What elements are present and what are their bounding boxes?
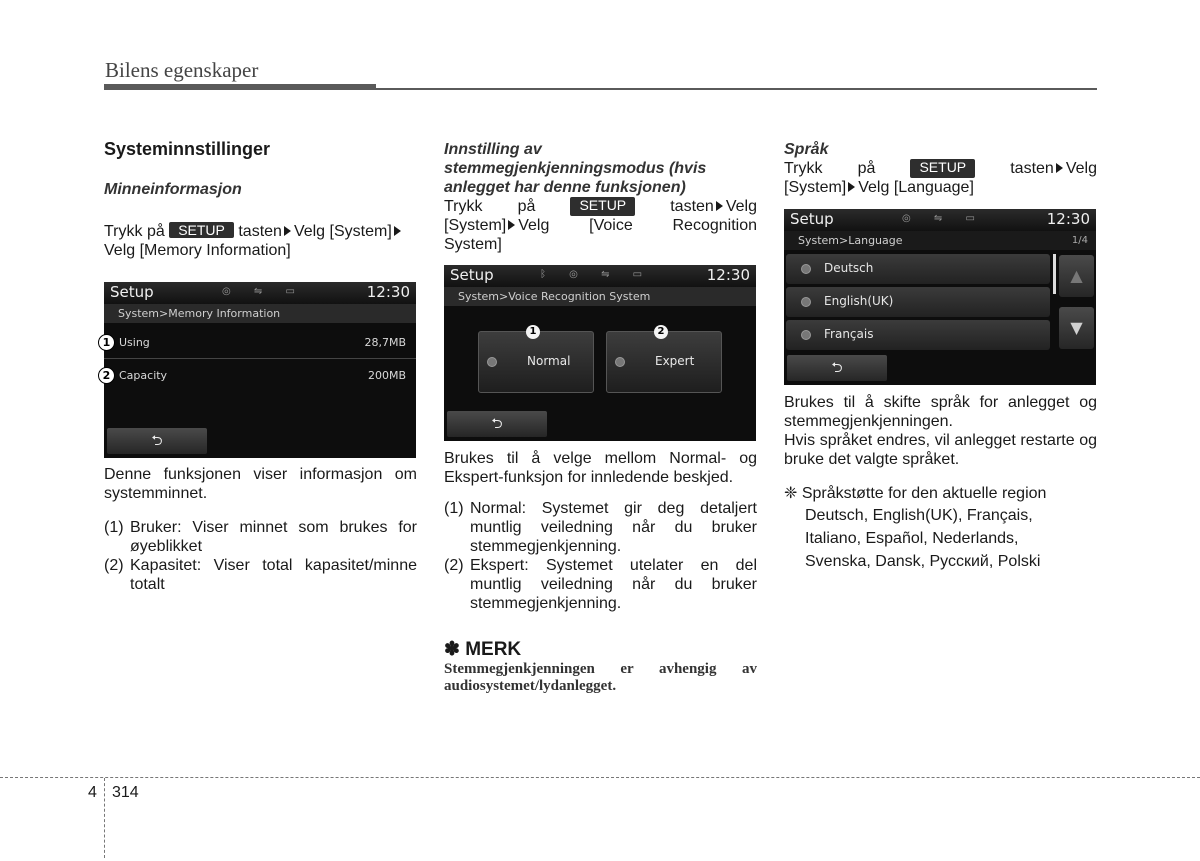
radio-indicator [801, 297, 811, 307]
page-number: 314 [112, 784, 139, 801]
list-item: (1) Normal: Systemet gir deg detaljert muntlig veiledning når du bruker stemmegjenkjenning. [444, 500, 757, 555]
note-text: Stemmegjenkjenningen er avhengig av audiosystemet/lydanlegget. [444, 661, 757, 694]
screen-breadcrumb: System>Voice Recognition System [444, 287, 756, 306]
back-button[interactable]: ⮌ [787, 355, 887, 381]
radio-indicator [487, 357, 497, 367]
footer-vertical-rule [104, 778, 105, 858]
screen-clock: 12:30 [706, 266, 750, 284]
scrollbar-thumb[interactable] [1053, 254, 1056, 294]
radio-indicator [801, 264, 811, 274]
arrow-right-icon [716, 201, 723, 211]
instruction: Trykk på SETUP tasten Velg [System] Velg [Voice Recognition System] [444, 197, 757, 253]
back-button[interactable]: ⮌ [107, 428, 207, 454]
marker-1: 1 [526, 325, 540, 339]
setup-key-badge: SETUP [910, 159, 975, 178]
arrow-right-icon [1056, 163, 1063, 173]
option-expert-button[interactable]: 2 Expert [606, 331, 722, 393]
arrow-right-icon [848, 182, 855, 192]
page-indicator: 1/4 [1071, 235, 1088, 246]
column-voice-body [444, 449, 757, 695]
setup-key-badge: SETUP [169, 222, 234, 238]
note-title: ✽ MERK [444, 639, 522, 660]
arrow-right-icon [508, 220, 515, 230]
screen-title: Setup [790, 210, 834, 228]
status-icons: ᛒ ◎ ⇋ ▭ [540, 269, 653, 280]
subsection-heading: Minneinformasjon [104, 181, 242, 198]
back-button[interactable]: ⮌ [447, 411, 547, 437]
option-normal-button[interactable]: 1 Normal [478, 331, 594, 393]
list-item: (1) Bruker: Viser minnet som brukes for øyeblikket [104, 519, 417, 555]
page-header-title: Bilens egenskaper [105, 58, 259, 82]
memory-info-screen [104, 282, 416, 458]
subsection-heading: Språk [784, 141, 829, 158]
language-support-title: ❈ Språkstøtte for den aktuelle region [784, 485, 1047, 502]
screen-breadcrumb: System>Memory Information [104, 304, 416, 323]
screen-title: Setup [110, 283, 154, 301]
definition-list [444, 499, 757, 613]
instruction: Trykk på SETUP tasten Velg [System] Velg [Language] [784, 159, 1097, 196]
status-icons: ◎ ⇋ ▭ [902, 213, 985, 224]
radio-indicator [801, 330, 811, 340]
screen-title: Setup [450, 266, 494, 284]
language-support-list: Deutsch, English(UK), Français, Italiano, Español, Nederlands, Svenska, Dansk, Русский, Polski [805, 507, 1041, 570]
column-memory-body [104, 465, 417, 594]
section-number: 4 [88, 784, 97, 801]
description: Denne funksjonen viser informasjon om systemminnet. [104, 466, 417, 502]
section-heading: Systeminnstillinger [104, 139, 271, 159]
list-item: (2) Ekspert: Systemet utelater en del muntlig veiledning når du bruker stemmegjenkjenning. [444, 557, 757, 612]
instruction: Trykk på SETUP tasten Velg [System] Velg [Memory Information] [104, 222, 417, 260]
subsection-heading: Innstilling av stemmegjenkjenningsmodus (hvis anlegget har denne funksjonen) [444, 141, 707, 196]
memory-row-using: 1 Using 28,7MB [104, 334, 416, 352]
column-language-body [784, 393, 1097, 573]
scroll-up-button[interactable]: ▲ [1059, 255, 1094, 297]
list-item: (2) Kapasitet: Viser total kapasitet/minne totalt [104, 557, 417, 593]
column-memory-info [104, 140, 417, 260]
description: Brukes til å velge mellom Normal- og Ekspert-funksjon for innledende beskjed. [444, 450, 757, 486]
header-rule-thin [376, 88, 1097, 90]
setup-key-badge: SETUP [570, 197, 635, 216]
marker-2: 2 [654, 325, 668, 339]
screen-breadcrumb: System>Language [784, 231, 1096, 250]
marker-2: 2 [98, 367, 115, 384]
scroll-down-button[interactable]: ▼ [1059, 307, 1094, 349]
voice-recognition-screen [444, 265, 756, 441]
description: Brukes til å skifte språk for anlegget og stemmegjenkjenningen. [784, 394, 1097, 430]
language-option-francais[interactable]: Français [786, 320, 1050, 350]
marker-1: 1 [98, 334, 115, 351]
language-option-deutsch[interactable]: Deutsch [786, 254, 1050, 284]
definition-list [104, 518, 417, 594]
memory-row-capacity: 2 Capacity 200MB [104, 367, 416, 385]
status-icons: ◎ ⇋ ▭ [222, 286, 305, 297]
arrow-right-icon [394, 226, 401, 236]
description: Hvis språket endres, vil anlegget restarte og bruke det valgte språket. [784, 432, 1097, 468]
footer-rule [0, 777, 1200, 778]
header-rule-thick [104, 84, 376, 90]
column-voice-recognition [444, 140, 757, 254]
language-screen [784, 209, 1096, 385]
arrow-right-icon [284, 226, 291, 236]
radio-indicator [615, 357, 625, 367]
screen-clock: 12:30 [366, 283, 410, 301]
language-option-english-uk[interactable]: English(UK) [786, 287, 1050, 317]
screen-clock: 12:30 [1046, 210, 1090, 228]
column-language [784, 140, 1097, 197]
